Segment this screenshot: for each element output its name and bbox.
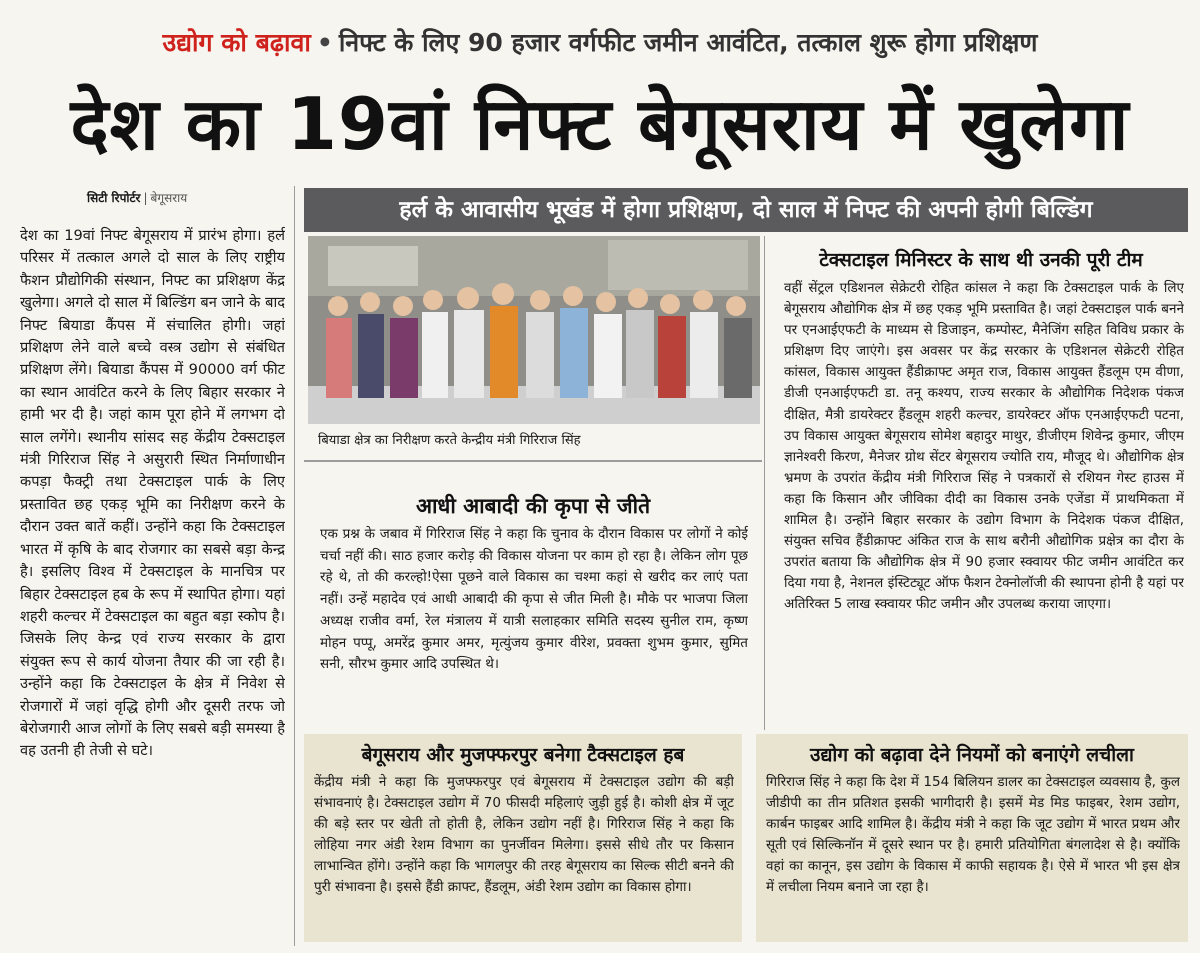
horizontal-divider xyxy=(304,460,762,462)
section-heading-textile-team: टेक्सटाइल मिनिस्टर के साथ थी उनकी पूरी टीम xyxy=(819,249,1143,271)
column-divider xyxy=(294,186,295,946)
section2-text: वहीं सेंट्रल एडिशनल सेक्रेटरी रोहित कांसल ने कहा कि टेक्सटाइल पार्क के लिए बेगूसराय औद्योगिक क्षेत्र में छह एकड़ भूमि प्रस्तावित है। जहां टेक्सटाइल पार्क बनने पर एनआईएफटी के माध्यम से डिजाइन, कम्पोस्ट, मैनेजिंग सहित विविध प्रकार के प्रशिक्षण दिए जाएंगे। इस अवसर पर केंद्र सरकार के एडिशनल सेक्रेटरी रोहित कांसल, विकास आयुक्त हैंडीक्राफ्ट अमृत राज, विकास आयुक्त हैंडलूम एम वीणा, डीजी एनआईएफटी डा. तनू कश्यप, राज्य सरकार के औद्योगिक निदेशक पंकज दीक्षित, मैत्री डायरेक्टर हैंडलूम शहरी कल्चर, डायरेक्टर ऑफ एनआईएफटी पटना, उप विकास आयुक्त बेगूसराय सोमेश बहादुर माथुर, डीजीएम शिवेन्द्र कुमार, जीएम ज्ञानेश्वरी किरण, मैनेजर ग्रोथ सेंटर बेगूसराय ज्योति राय, मौजूद थे। औद्योगिक क्षेत्र भ्रमण के उपरांत केंद्रीय मंत्री गिरिराज सिंह ने पत्रकारों से रशियन गेस्ट हाउस में कहा कि किसान और जीविका दीदी का विकास उनके एजेंडा में प्राथमिकता में शामिल है। उन्होंने बिहार सरकार के उद्योग विभाग के निदेशक पंकज दीक्षित, संयुक्त सचिव हैंडीक्राफ्ट अंकित राज के साथ बरौनी औद्योगिक प्रक्षेत्र का दौरा के उपरांत बताया कि औद्योगिक क्षेत्र में 90 हजार स्क्वायर फीट जमीन आवंटित कर दिया गया है, नेशनल इंस्टिट्यूट ऑफ फैशन टेक्नोलॉजी की स्थापना होनी है यहां पर अतिरिक्त 5 लाख स्क्वायर फीट जमीन और उपलब्ध कराया जाएगा। xyxy=(784,280,1184,613)
section3-text: केंद्रीय मंत्री ने कहा कि मुजफ्फरपुर एवं बेगूसराय में टेक्सटाइल उद्योग की बड़ी संभावनाएं है। टेक्सटाइल उद्योग में 70 फीसदी महिलाएं जुड़ी हुई है। कोशी क्षेत्र में जूट की बड़े स्तर पर खेती तो होती है, लेकिन उद्योग नहीं है। गिरिराज सिंह ने कहा कि लोहिया नगर अंडी रेशम विभाग का पुनर्जीवन मिलेगा। इससे सीधे तौर पर किसान लाभान्वित होंगे। उन्होंने कहा कि भागलपुर की तरह बेगूसराय का सिल्क सीटी बनने की पुरी संभावना है। इससे हैंडी क्राफ्ट, हैंडलूम, अंडी रेशम उद्योग का विकास होगा। xyxy=(314,774,734,895)
section1-text: एक प्रश्न के जबाव में गिरिराज सिंह ने कहा कि चुनाव के दौरान विकास पर लोगों ने कोई चर्चा नहीं की। साठ हजार करोड़ की विकास योजना पर काम हो रहा है। लेकिन लोग पूछ रहे थे, तो की करल्हो!ऐसा पूछने वाले विकास का चश्मा कहां से खरीद कर लाएं पता नहीं। उन्हें महादेव एवं आधी आबादी की कृपा से जीत मिली है। मौके पर भाजपा जिला अध्यक्ष राजीव वर्मा, रेल मंत्रालय में यात्री सलाहकार समिति सदस्य सुनील राम, कृष्ण मोहन पप्पू, अमरेंद्र कुमार अमर, मृत्युंजय कुमार वीरेश, प्रवक्ता शुभम कुमार, सुमित सनी, सौरभ कुमार आदि उपस्थित थे। xyxy=(320,526,748,673)
section-body-textile-team xyxy=(784,278,1184,728)
byline-reporter: सिटी रिपोर्टर xyxy=(87,191,141,205)
section-heading-half-population: आधी आबादी की कृपा से जीते xyxy=(415,494,651,518)
kicker-bullet: • xyxy=(316,28,333,57)
photo-caption: बियाडा क्षेत्र का निरीक्षण करते केन्द्रीय मंत्री गिरिराज सिंह xyxy=(318,433,581,448)
section-body-half-population xyxy=(320,524,748,724)
kicker-tag: उद्योग को बढ़ावा xyxy=(162,28,311,57)
news-photo-graphic xyxy=(308,236,760,424)
section4-text: गिरिराज सिंह ने कहा कि देश में 154 बिलियन डालर का टेक्सटाइल व्यवसाय है, कुल जीडीपी का तीन प्रतिशत इसकी भागीदारी है। इसमें मेड मिड फाइबर, रेशम उद्योग, कार्बन फाइबर आदि शामिल है। केंद्रीय मंत्री ने कहा कि जूट उद्योग में भारत प्रथम और सूती एवं सिल्किनॉन में दूसरे स्थान पर है। हमारी प्रतियोगिता बंगलादेश से है। क्योंकि वहां का कानून, इस उद्योग के विकास में काफी सहायक है। ऐसे में भारत भी इस क्षेत्र में लचीला नियम बनाने जा रहा है। xyxy=(766,774,1180,895)
byline xyxy=(87,186,287,210)
page-title: देश का 19वां निफ्ट बेगूसराय में खुलेगा xyxy=(70,82,1130,166)
left-column-body xyxy=(20,225,285,945)
subheadline-banner: हर्ल के आवासीय भूखंड में होगा प्रशिक्षण, दो साल में निफ्ट की अपनी होगी बिल्डिंग xyxy=(304,188,1188,232)
section-body-textile-hub xyxy=(314,772,734,940)
section-body-flexible-rules xyxy=(766,772,1180,940)
kicker-line xyxy=(0,18,1200,68)
byline-separator: | xyxy=(143,191,148,205)
byline-place: बेगूसराय xyxy=(150,191,188,205)
section-heading-textile-hub: बेगूसराय और मुजफ्फरपुर बनेगा टैक्सटाइल हब xyxy=(361,744,685,766)
news-photo xyxy=(308,236,760,424)
section-heading-flexible-rules: उद्योग को बढ़ावा देने नियमों को बनाएंगे लचीला xyxy=(810,744,1134,766)
column-divider-right xyxy=(764,236,765,730)
left-column-text: देश का 19वां निफ्ट बेगूसराय में प्रारंभ होगा। हर्ल परिसर में तत्काल अगले दो साल के लिए राष्ट्रीय फैशन प्रौद्योगिकी संस्थान, निफ्ट का प्रशिक्षण केंद्र खुलेगा। अगले दो साल में बिल्डिंग बन जाने के बाद निफ्ट बियाडा कैंपस में संचालित होगी। जहां प्रशिक्षण लेने वाले बच्चे वस्त्र उद्योग से संबंधित प्रशिक्षण लेंगे। बियाडा कैंपस में 90000 वर्ग फीट का स्थान आवंटित करने के लिए बिहार सरकार ने हामी भर दी है। जहां काम पूरा होने में लगभग दो साल लगेंगे। स्थानीय सांसद सह केंद्रीय टेक्सटाइल मंत्री गिरिराज सिंह ने असुरारी स्थित निर्माणाधीन कपड़ा फैक्ट्री तथा टेक्सटाइल पार्क के लिए प्रस्तावित छह एकड़ भूमि का निरीक्षण करने के दौरान उक्त बातें कहीं। उन्होंने कहा कि टेक्सटाइल भारत में कृषि के बाद रोजगार का सबसे बड़ा केन्द्र है। इसलिए विश्व में टेक्सटाइल के मानचित्र पर बिहार टेक्सटाइल हब के रूप में स्थापित होगा। यहां शहरी कल्चर में टेक्सटाइल का बहुत बड़ा स्कोप है। जिसके लिए केन्द्र एवं राज्य सरकार के द्वारा संयुक्त रूप से कार्य योजना तैयार की जा रही है। उन्होंने कहा कि टेक्सटाइल के क्षेत्र में निवेश से रोजगारों में जहां वृद्धि होगी और दूसरी तरफ जो बेरोजगारी आज लोगों के लिए सबसे बड़ी समस्या है वह उतनी ही तेजी से घटे। xyxy=(20,227,285,760)
kicker-subhead: निफ्ट के लिए 90 हजार वर्गफीट जमीन आवंटित, तत्काल शुरू होगा प्रशिक्षण xyxy=(338,28,1038,57)
